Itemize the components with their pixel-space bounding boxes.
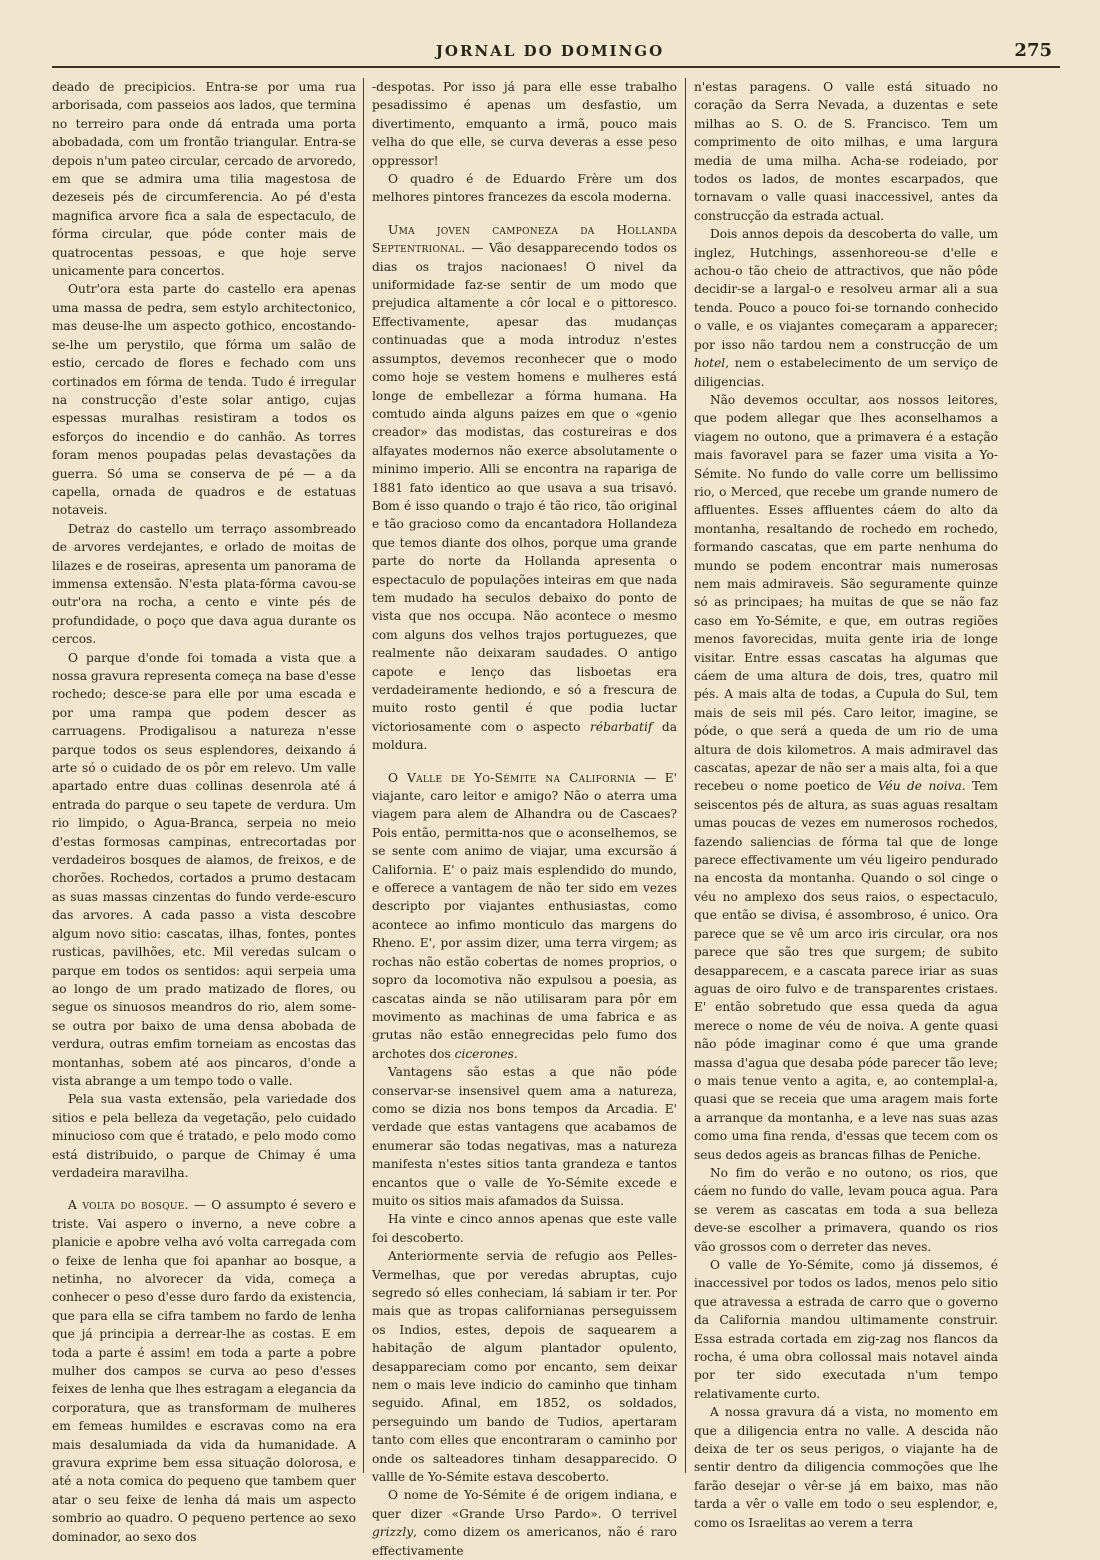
paragraph: Detraz do castello um terraço assombreado de arvores verdejantes, e orlado de moitas de lilazes e de roseiras, apresenta um panorama de immensa extensão. N'esta plata-fórma cavou-se outr'ora na rocha, a cento e vinte pés de profundidade, o poço que dava agua durante os cercos. xyxy=(52,521,356,647)
section-valle-yo-semite xyxy=(372,769,677,1064)
paragraph: deado de precipicios. Entra-se por uma rua arborisada, com passeios aos lados, que termina no terreiro para onde dá entrada uma porta abobadada, com um frontão triangular. Entra-se depois n'um pateo circular, cercado de arvoredo, em que se admira uma tilia magestosa de dezeseis pés de circumferencia. Ao pé d'esta magnifica arvore fica a sala de espectaculo, de fórma circular, que póde conter mais de quatrocentas pessoas, e que hoje serve unicamente para concertos. xyxy=(52,80,356,279)
text-run: O nome de Yo-Sémite é de origem indiana, e quer dizer «Grande Urso Pardo». O terrivel xyxy=(372,1488,677,1521)
paragraph: -despotas. Por isso já para elle esse trabalho pesadissimo é apenas um desfastio, um divertimento, emquanto a irmã, pouco mais velha do que elle, se curva deveras a esse peso oppressor! xyxy=(372,80,677,168)
italic-word: cicerones xyxy=(454,1046,514,1061)
italic-word: Véu de noiva xyxy=(877,779,962,794)
column-3 xyxy=(694,78,998,1530)
section-tail: da moldura. xyxy=(372,719,677,753)
section-camponeza-hollanda xyxy=(372,221,677,755)
text-run: Dois annos depois da descoberta do valle, um inglez, Hutchings, assenhoreou-se d'elle e achou-o tão cheio de attractivos, que não pôde decidir-se a largal-o e resolveu armar ali a sua tenda. Pouco a pouco foi-se tornando conhecido o valle, e os viajantes começaram a apparecer; por isso não tardou nem a construcção de um xyxy=(694,227,998,352)
section-heading: Uma joven camponeza da Hollanda Septentrional. xyxy=(372,222,677,256)
paragraph: O quadro é de Eduardo Frère um dos melhores pintores francezes da escola moderna. xyxy=(372,172,677,205)
italic-word: grizzly xyxy=(372,1525,414,1540)
section-heading: A volta do bosque. xyxy=(68,1198,189,1213)
paragraph: Pela sua vasta extensão, pela variedade dos sitios e pela belleza da vegetação, pelo cuidado minucioso com que é tratado, e pelo modo como está distribuido, o parque de Chimay é uma verdadeira maravilha. xyxy=(52,1092,356,1180)
section-body: — E' viajante, caro leitor e amigo? Não o aterra uma viagem para alem de Alhandra ou de Cascaes? Pois então, permitta-nos que o aconselhemos, se se sente com animo de viajar, uma excursão á California. E' o paiz mais esplendido do mundo, e offerece a vantagem de não ter sido em vezes descripto por viajantes enthusiastas, como acontece ao infimo monticulo das margens do Rheno. E', por assim dizer, uma terra virgem; as rochas não estão cobertas de nomes proprios, o sopro da locomotiva não expulsou a poesia, as cascatas ainda se não utilisaram para pôr em movimento as machinas de uma fabrica e as grutas não estão ennegrecidas pelo fumo dos archotes dos xyxy=(372,770,677,1061)
section-volta-do-bosque xyxy=(52,1196,356,1546)
page-number: 275 xyxy=(1014,40,1052,61)
column-divider xyxy=(685,78,686,1473)
header-rule xyxy=(52,66,1060,68)
paragraph: O parque d'onde foi tomada a vista que a nossa gravura representa começa na base d'esse rochedo; desce-se para elle por uma escada e por uma rampa que podem descer as carruagens. Prodigalisou a natureza n'esse parque todos os seus esplendores, deixando á arte só o cuidado de os pôr em relevo. Um valle apartado entre duas collinas desenrola até á entrada do parque o seu tapete de verdura. Um rio limpido, o Agua-Branca, serpeia no meio d'estas formosas campinas, entrecortadas por verdadeiros bosques de alamos, de freixos, e de chorões. Rochedos, cortados a prumo destacam as suas massas cinzentas do fundo verde-escuro das arvores. A cada passo a vista descobre algum novo sitio: cascatas, ilhas, fontes, pontes rusticas, pavilhões, etc. Mil veredas sulcam o parque em todos os sentidos: aqui serpeia uma ao longo de um prado matizado de flores, ou segue os sinuosos meandros do rio, alem some-se outra por baixo de uma densa abobada de verdura, outras emfim torneiam as encostas das montanhas, sobem até aos pincaros, d'onde a vista abrange a um tempo todo o valle. xyxy=(52,650,356,1088)
text-run: . Tem seiscentos pés de altura, as suas aguas resaltam umas poucas de vezes em numerosos rochedos, fazendo saliencias de fórma tal que de longe parece effectivamente um véu ligeiro pendurado na encosta da montanha. Quando o sol cinge o véu no amplexo dos seus raios, o espectaculo, que então se divisa, é assombroso, é unico. Ora parece que se vê um arco iris circular, ora nos parece que são tres que surgem; de subito desapparecem, e a cascata parece iriar as suas aguas de oiro fulvo e de transparentes cristaes. E' então sobretudo que essa queda da agua merece o nome de véu de noiva. A gente quasi não póde imaginar como é que uma grande massa d'agua que desaba póde parecer tão leve; o mais tenue vento a agita, e, ao contemplal-a, quasi que se receia que uma aragem mais forte a arranque da montanha, e a leve nas suas azas como uma fina renda, d'essas que tecem com os seus dedos ageis as brancas filhas de Peniche. xyxy=(694,779,998,1162)
page-header xyxy=(40,38,1060,68)
journal-title: JORNAL DO DOMINGO xyxy=(435,42,665,60)
paragraph: Vantagens são estas a que não póde conservar-se insensivel quem ama a natureza, como se dizia nos bons tempos da Arcadia. E' verdade que estas vantagens que acabamos de enumerar são todas negativas, mas a natureza manifesta n'estes sitios tanta grandeza e tantos encantos que o valle de Yo-Sémite excede e muito os sitios mais afamados da Suissa. xyxy=(372,1065,677,1208)
paragraph: Ha vinte e cinco annos apenas que este valle foi descoberto. xyxy=(372,1212,677,1245)
text-run: , nem o estabelecimento de um serviço de diligencias. xyxy=(694,356,998,389)
section-tail: . xyxy=(513,1046,518,1061)
column-2 xyxy=(372,78,677,1558)
column-divider xyxy=(363,78,364,1473)
paragraph xyxy=(694,225,998,391)
paragraph: Outr'ora esta parte do castello era apenas uma massa de pedra, sem estylo architectonico, mas deuse-lhe um aspecto gothico, encostando-se-lhe um perystilo, que fórma um salão de estio, cercado de flores e fechado com uns cortinados em fórma de tenda. Tudo é irregular na construcção d'este solar antigo, cujas espessas muralhas resistiram a todos os esforços do incendio e do canhão. As torres foram menos poupadas pelas devastações da guerra. Só uma se conserva de pé — a da capella, ornada de quadros e de estatuas notaveis. xyxy=(52,282,356,518)
section-heading: O Valle de Yo-Sémite na California xyxy=(388,770,636,785)
paragraph: A nossa gravura dá a vista, no momento em que a diligencia entra no valle. A descida não deixa de ter os seus perigos, o viajante ha de sentir dentro da diligencia commoções que lhe farão desejar o vêr-se já em baixo, mas não tarda a vêr o valle em todo o seu esplendor, e, como os Israelitas ao verem a terra xyxy=(694,1405,998,1530)
paragraph xyxy=(372,1486,677,1560)
italic-word: hotel xyxy=(694,356,726,371)
section-body: — O assumpto é severo e triste. Vai aspero o inverno, a neve cobre a planicie e apobre velha avó volta carregada com o feixe de lenha que foi apanhar ao bosque, a netinha, no alvorecer da vida, começa a conhecer o peso d'esse duro fardo da existencia, que para ella se cifra tambem no fardo de lenha que já principia a derrear-lhe as costas. E em toda a parte é assim! em toda a parte a pobre mulher dos campos se curva ao peso d'esses feixes de lenha que lhes estragam a elegancia da corporatura, que as transformam de mulheres em femeas humildes e escravas como na era mais desalumiada da vida da humanidade. A gravura exprime bem essa situação dolorosa, e até a nota comica do pequeno que tambem quer atar o seu feixe de lenha dá mais um aspecto sombrio ao quadro. O pequeno pertence ao sexo dominador, ao sexo dos xyxy=(52,1198,357,1544)
paragraph: No fim do verão e no outono, os rios, que cáem no fundo do valle, levam pouca agua. Para se verem as cascatas em toda a sua belleza deve-se escolher a primavera, quando os rios vão grossos com o derreter das neves. xyxy=(694,1165,998,1254)
section-body: — Vão desapparecendo todos os dias os trajos nacionaes! O nivel da uniformidade faz-se sentir de um modo que prejudica altamente a côr local e o pittoresco. Effectivamente, apesar das mudanças continuadas que a moda introduz n'estes assumptos, devemos reconhecer que o modo como hoje se vestem homens e mulheres está longe de embellezar a fórma humana. Ha comtudo ainda alguns paizes em que o «genio creador» das modistas, das costureiras e dos alfayates modernos não exerce absolutamente o minimo imperio. Alli se encontra na rapariga de 1881 fato identico ao que usava a sua trisavó. Bom é isso quando o trajo é tão rico, tão original e tão gracioso como da encantadora Hollandeza que temos diante dos olhos, porque uma grande parte do norte da Hollanda apresenta o espectaculo de populações inteiras em que nada tem mudado ha seculos debaixo do ponto de vista que nos occupa. Não acontece o mesmo com alguns dos velhos trajos portuguezes, que realmente não deixaram saudades. O antigo capote e lenço das lisboetas era verdadeiramente hediondo, e só a frescura de muito rosto gentil é que podia luctar victoriosamente com o aspecto xyxy=(372,241,677,734)
text-run: , como dizem os americanos, não é raro effectivamente xyxy=(372,1525,677,1558)
paragraph xyxy=(694,391,998,1164)
text-run: Não devemos occultar, aos nossos leitores, que podem allegar que lhes aconselhamos a viagem no outono, que a primavera é a estação mais favoravel para se fazer uma visita a Yo-Sémite. No fundo do valle corre um bellissimo rio, o Merced, que recebe um grande numero de affluentes. Esses affluentes cáem do alto da montanha, resaltando de rochedo em rochedo, formando cascatas, que em parte nenhuma do mundo se podem encontrar mais numerosas nem mais admiraveis. São seguramente quinze só as principaes; ha muitas de que se não faz caso em Yo-Sémite, e que, em outras regiões menos favorecidas, muita gente iria de longe visitar. Entre essas cascatas ha algumas que cáem de uma altura de dois, tres, quatro mil pés. A mais alta de todas, a Cupula do Sul, tem mais de seis mil pés. Caro leitor, imagine, se póde, o que será a queda de um rio de uma altura de dois kilometros. A mais admiravel das cascatas, apezar de não ser a mais alta, foi a que recebeu o nome poetico de xyxy=(694,392,998,794)
column-1 xyxy=(52,78,357,1544)
paragraph: n'estas paragens. O valle está situado no coração da Serra Nevada, a duzentas e sete milhas ao S. O. de S. Francisco. Tem um comprimento de oito milhas, e uma largura media de uma milha. Acha-se rodeiado, por todos os lados, de montes escarpados, que tornavam o valle quasi inaccessivel, antes da construcção da estrada actual. xyxy=(694,80,998,223)
paragraph: Anteriormente servia de refugio aos Pelles-Vermelhas, que por veredas abruptas, cujo segredo só elles conheciam, lá sabiam ir ter. Por mais que as tropas californianas perseguissem os Indios, estes, depois de saquearem a habitação de algum plantador opulento, desappareciam como por encanto, sem deixar nem o mais leve indicio do caminho que tinham seguido. Afinal, em 1852, os soldados, perseguindo um bando de Tudios, apertaram tanto com elles que encontraram o caminho por onde os salteadores tinham desapparecido. O vallle de Yo-Sémite estava descoberto. xyxy=(372,1249,677,1485)
paragraph: O valle de Yo-Sémite, como já dissemos, é inaccessivel por todos os lados, menos pelo sitio que atravessa a estrada de carro que o governo da California mandou ultimamente construir. Essa estrada cortada em zig-zag nos flancos da rocha, é uma obra collossal mais notavel ainda por ter sido executada n'um tempo relativamente curto. xyxy=(694,1258,998,1401)
text-columns xyxy=(52,78,1052,1558)
italic-word: rébarbatif xyxy=(590,719,653,734)
